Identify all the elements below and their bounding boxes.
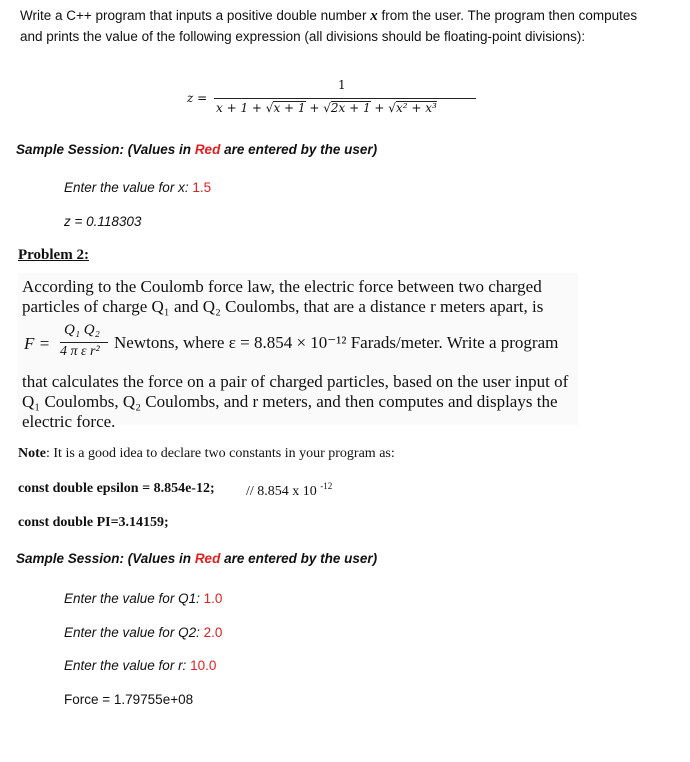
session2-prompt-q2 <box>64 625 222 640</box>
const-epsilon: const double epsilon = 8.854e-12; <box>18 481 215 496</box>
session1-prompt-value: 1.5 <box>192 180 212 195</box>
session2-q2-label: Enter the value for Q2: <box>64 625 204 640</box>
den-sqrt-2: 2x + 1 <box>330 101 371 115</box>
coulomb-fraction-numerator: Q₁ Q₂ <box>64 322 100 338</box>
formula-z-numerator: 1 <box>338 78 346 92</box>
sample-session-2-title <box>16 551 377 566</box>
const-epsilon-comment <box>246 481 332 500</box>
session2-title-red: Red <box>194 551 221 566</box>
formula-z-lhs: z = <box>187 91 208 105</box>
session1-title-red: Red <box>194 142 221 157</box>
session1-prompt-x <box>64 180 211 195</box>
session2-q1-value: 1.0 <box>203 591 223 606</box>
coulomb-fraction-denominator: 4 π ε r² <box>60 344 100 359</box>
intro-variable-x: x <box>370 8 378 24</box>
problem-2-heading: Problem 2: <box>18 247 89 263</box>
note-line <box>18 446 395 462</box>
den-part-e: + <box>370 101 389 115</box>
session2-r-label: Enter the value for r: <box>64 658 191 673</box>
note-label: Note <box>18 446 46 461</box>
sample-session-1-title <box>16 142 377 157</box>
session1-output: z = 0.118303 <box>64 214 142 229</box>
const-pi: const double PI=3.14159; <box>18 515 169 530</box>
formula-z-fraction-bar <box>214 98 476 99</box>
session2-q2-value: 2.0 <box>203 625 223 640</box>
coulomb-text-2: that calculates the force on a pair of charged particles, based on the user input of Q₁ Coulombs, Q₂ Coulombs, and r meters, and then computes and displays the electric force. <box>22 372 569 431</box>
session2-output: Force = 1.79755e+08 <box>64 692 194 707</box>
session1-title-a: Sample Session: (Values in <box>16 142 195 157</box>
formula-z-denominator: x + 1 + √x + 1 + √2x + 1 + √x² + x³ <box>216 101 437 115</box>
coulomb-text-1: According to the Coulomb force law, the electric force between two charged particles of charge Q₁ and Q₂ Coulombs, that are a distance r meters apart, is <box>22 277 544 316</box>
session2-prompt-q1 <box>64 591 222 606</box>
session2-title-a: Sample Session: (Values in <box>16 551 195 566</box>
coulomb-fraction-bar <box>60 342 108 343</box>
coulomb-F-lhs: F = <box>24 334 51 353</box>
const-epsilon-comment-text: // 8.854 x 10 <box>246 484 317 499</box>
intro-text-2: from the user. The program then computes and prints the value of the following expression (all divisions should be floating-point divisions): <box>20 8 638 44</box>
den-sqrt-3: x² + x³ <box>395 101 437 115</box>
den-part-a: x + 1 + <box>216 101 266 115</box>
den-part-c: + <box>305 101 324 115</box>
intro-text-1: Write a C++ program that inputs a positive double number <box>20 8 367 23</box>
session2-title-b: are entered by the user) <box>220 551 378 566</box>
session2-r-value: 10.0 <box>190 658 217 673</box>
session1-title-b: are entered by the user) <box>220 142 378 157</box>
session2-prompt-r <box>64 658 216 673</box>
note-text: : It is a good idea to declare two constants in your program as: <box>46 446 395 461</box>
coulomb-text-rest: Newtons, where ε = 8.854 × 10⁻¹² Farads/meter. Write a program <box>114 333 559 352</box>
den-sqrt-1: x + 1 <box>273 101 306 115</box>
session1-prompt-label: Enter the value for x: <box>64 180 193 195</box>
const-epsilon-exponent: -12 <box>320 481 333 491</box>
intro-paragraph <box>20 6 660 47</box>
session2-q1-label: Enter the value for Q1: <box>64 591 204 606</box>
